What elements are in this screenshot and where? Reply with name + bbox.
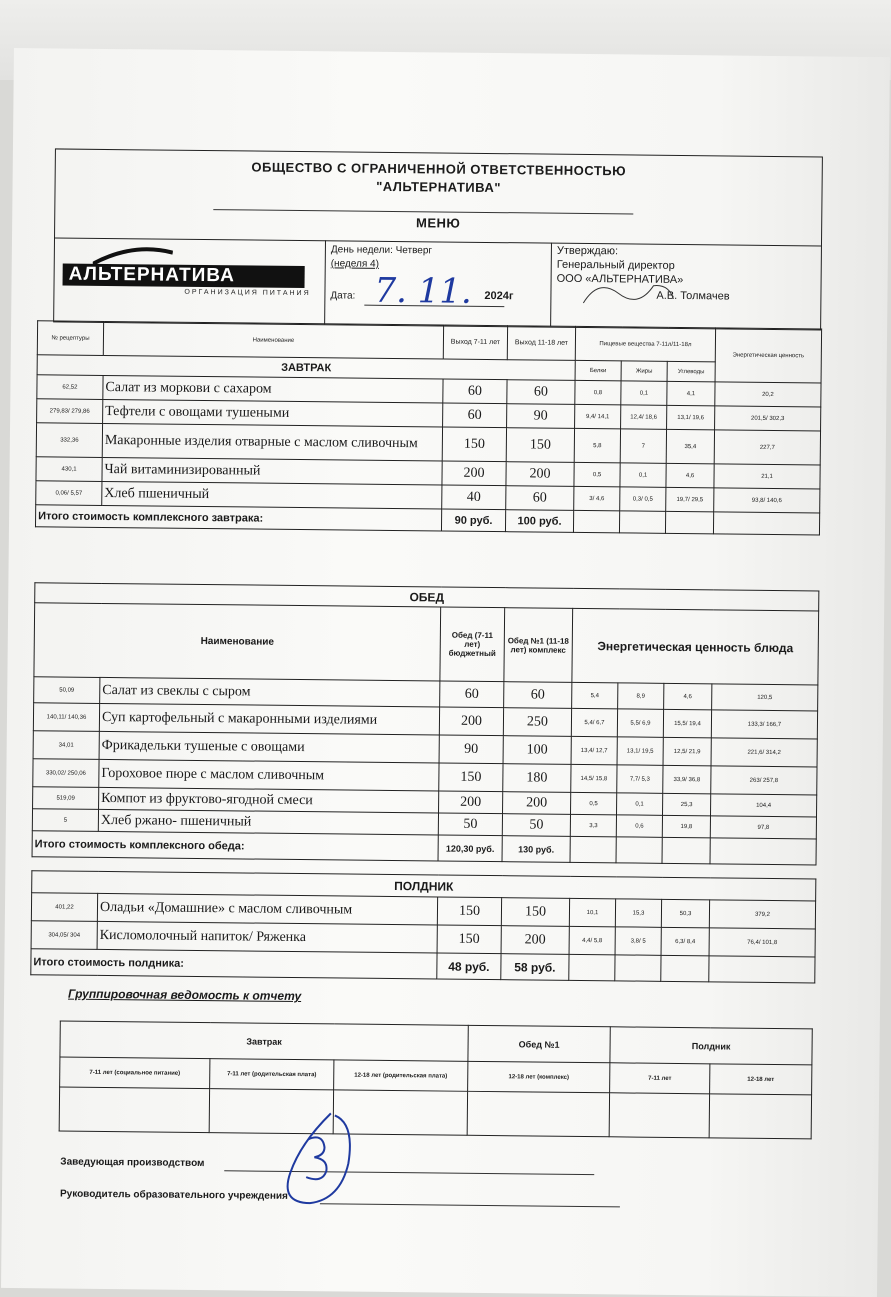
org-name-line1: ОБЩЕСТВО С ОГРАНИЧЕННОЙ ОТВЕТСТВЕННОСТЬЮ (251, 159, 627, 179)
header-nutrients: Пищевые вещества 7-11л/11-18л (575, 326, 715, 361)
snack-table (30, 870, 816, 983)
protein: 3,3 (570, 814, 616, 836)
grouping-empty-row (59, 1087, 811, 1139)
protein: 14,5/ 15,8 (571, 764, 617, 792)
fat: 0,3/ 0,5 (620, 487, 666, 511)
output-b: 90 (507, 404, 575, 429)
output-b: 150 (506, 428, 574, 463)
fat: 3,8/ 5 (615, 927, 661, 955)
dish-name: Хлеб пшеничный (102, 481, 442, 509)
approve-label: Утверждаю: (556, 244, 619, 258)
lunch-header-name: Наименование (34, 603, 441, 681)
carbs: 12,5/ 21,9 (663, 737, 711, 766)
fat: 0,1 (620, 463, 666, 487)
fat: 8,9 (618, 683, 664, 709)
energy: 93,8/ 140,6 (714, 488, 820, 513)
protein: 3/ 4,6 (574, 486, 620, 510)
total-price-1: 90 руб. (441, 509, 505, 532)
energy: 133,3/ 166,7 (711, 710, 817, 739)
date-handwritten: 7. 11. (374, 270, 473, 312)
output-b: 100 (503, 736, 571, 765)
energy: 227,7 (714, 430, 820, 465)
protein: 5,8 (574, 428, 620, 462)
grouping-sub-6: 12-18 лет (710, 1064, 812, 1095)
lunch-table (32, 582, 820, 865)
protein: 0,5 (574, 462, 620, 486)
grouping-sub-4: 12-18 лет (комплекс) (468, 1061, 610, 1092)
grouping-sub-5: 7-11 лет (610, 1063, 710, 1094)
output-b: 60 (507, 380, 575, 405)
section-snack: ПОЛДНИК (32, 871, 816, 901)
menu-document (1, 48, 890, 1297)
energy: 104,4 (710, 794, 816, 817)
energy: 21,1 (714, 464, 820, 489)
protein: 0,5 (571, 792, 617, 814)
dish-name: Салат из свеклы с сыром (100, 677, 440, 707)
recipe-no: 0,06/ 5,57 (36, 481, 102, 506)
energy: 201,5/ 302,3 (715, 406, 821, 431)
director-signature-icon (578, 273, 678, 314)
header-output-1: Выход 7-11 лет (443, 325, 507, 360)
protein: 13,4/ 12,7 (571, 736, 617, 764)
output-a: 150 (442, 427, 506, 462)
section-lunch: ОБЕД (35, 583, 819, 611)
fat: 0,6 (616, 815, 662, 837)
fat: 7,7/ 5,3 (617, 765, 663, 793)
fat: 0,1 (621, 381, 667, 405)
header-recipe: № рецептуры (37, 321, 103, 356)
output-a: 200 (439, 791, 503, 814)
carbs: 4,1 (667, 381, 715, 406)
recipe-no: 519,09 (33, 787, 99, 810)
fat: 12,4/ 18,6 (621, 405, 667, 429)
recipe-no: 140,11/ 140,36 (33, 703, 99, 732)
fat: 15,3 (615, 899, 661, 927)
carbs: 4,6 (666, 463, 714, 488)
grouping-title: Группировочная ведомость к отчету (68, 986, 302, 1004)
grouping-table (59, 1021, 813, 1140)
dish-name: Суп картофельный с макаронными изделиями (99, 703, 439, 735)
total-price-1: 48 руб. (437, 953, 501, 980)
breakfast-table (35, 320, 822, 535)
total-price-2: 58 руб. (501, 954, 569, 981)
output-a: 200 (439, 707, 503, 736)
director-name: А.В. Толмачев (656, 289, 730, 303)
recipe-no: 304,05/ 304 (31, 921, 97, 950)
energy: 221,6/ 314,2 (711, 738, 817, 767)
fat: 5,5/ 6,9 (617, 709, 663, 737)
output-a: 60 (440, 681, 504, 708)
header-output-2: Выход 11-18 лет (507, 326, 575, 361)
recipe-no: 5 (32, 809, 98, 832)
logo-subtitle: ОРГАНИЗАЦИЯ ПИТАНИЯ (184, 288, 311, 298)
dish-name: Компот из фруктово-ягодной смеси (99, 787, 439, 813)
header-fat: Жиры (621, 361, 667, 381)
output-b: 250 (503, 708, 571, 737)
carbs: 13,1/ 19,6 (667, 405, 715, 430)
protein: 5,4/ 6,7 (571, 708, 617, 736)
total-price-1: 120,30 руб. (438, 835, 502, 862)
approve-position: Генеральный директор (556, 258, 675, 272)
output-b: 180 (503, 764, 571, 793)
carbs: 19,7/ 29,5 (666, 487, 714, 512)
recipe-no: 279,83/ 279,86 (37, 399, 103, 424)
dish-name: Гороховое пюре с маслом сливочным (99, 759, 439, 791)
recipe-no: 62,52 (37, 375, 103, 400)
total-label: Итого стоимость комплексного обеда: (32, 831, 438, 861)
carbs: 25,3 (663, 793, 711, 816)
energy: 379,2 (709, 900, 815, 929)
energy: 120,5 (712, 684, 818, 711)
logo-swoosh-icon (93, 246, 173, 267)
total-price-2: 130 руб. (502, 836, 570, 863)
menu-title: МЕНЮ (415, 215, 461, 231)
dish-name: Хлеб ржано- пшеничный (98, 809, 438, 835)
grouping-header-lunch: Обед №1 (468, 1025, 610, 1062)
output-a: 40 (442, 485, 506, 510)
year-label: 2024г (484, 289, 514, 303)
energy: 20,2 (715, 382, 821, 407)
grouping-sub-2: 7-11 лет (родительская плата) (210, 1059, 334, 1090)
dish-name: Кисломолочный напиток/ Ряженка (97, 921, 437, 953)
output-a: 60 (443, 403, 507, 428)
carbs: 35,4 (666, 429, 714, 464)
lunch-header-energy: Энергетическая ценность блюда (572, 608, 819, 685)
recipe-no: 50,09 (34, 677, 100, 704)
dish-name: Фрикадельки тушеные с овощами (99, 731, 439, 763)
approval-cell (550, 243, 821, 330)
fat: 0,1 (617, 793, 663, 815)
sign-director-label: Руководитель образовательного учреждения (59, 1188, 288, 1202)
total-label: Итого стоимость полдника: (31, 949, 437, 979)
org-name-line2: "АЛЬТЕРНАТИВА" (376, 178, 502, 196)
output-b: 200 (506, 462, 574, 487)
output-b: 200 (503, 792, 571, 815)
logo-cell (54, 237, 326, 324)
sign-production-label: Заведующая производством (60, 1156, 205, 1170)
header-block (53, 148, 823, 330)
handwritten-signature-icon (270, 1103, 361, 1214)
output-b: 50 (502, 814, 570, 837)
output-a: 150 (437, 925, 501, 954)
fat: 13,1/ 19,5 (617, 737, 663, 765)
protein: 5,4 (572, 682, 618, 708)
total-price-2: 100 руб. (505, 510, 573, 533)
output-a: 200 (442, 461, 506, 486)
carbs: 6,3/ 8,4 (661, 927, 709, 956)
output-a: 90 (439, 735, 503, 764)
total-label: Итого стоимость комплексного завтрака: (35, 505, 441, 531)
protein: 0,8 (575, 380, 621, 404)
output-a: 150 (439, 763, 503, 792)
grouping-header-snack: Полдник (610, 1027, 812, 1065)
week-label: (неделя 4) (330, 258, 379, 270)
output-b: 150 (501, 898, 569, 927)
header-name: Наименование (103, 321, 443, 359)
recipe-no: 332,36 (36, 423, 102, 458)
carbs: 4,6 (664, 683, 712, 710)
dish-name: Тефтели с овощами тушеными (103, 399, 443, 427)
carbs: 15,5/ 19,4 (663, 709, 711, 738)
protein: 10,1 (569, 898, 615, 926)
output-a: 50 (438, 813, 502, 836)
fat: 7 (620, 429, 666, 463)
carbs: 19,8 (662, 815, 710, 838)
dish-name: Салат из моркови с сахаром (103, 375, 443, 403)
company-logo: АЛЬТЕРНАТИВА (63, 264, 305, 289)
header-carbs: Углеводы (667, 361, 715, 382)
grouping-header-breakfast: Завтрак (60, 1021, 468, 1061)
recipe-no: 401,22 (31, 893, 97, 922)
header-protein: Белки (575, 360, 621, 380)
recipe-no: 34,01 (33, 731, 99, 760)
approve-company: ООО «АЛЬТЕРНАТИВА» (556, 272, 684, 287)
energy: 263/ 257,8 (711, 766, 817, 795)
energy: 97,8 (710, 816, 816, 839)
date-cell (324, 240, 552, 326)
carbs: 33,9/ 36,8 (663, 765, 711, 794)
sign-line-2 (320, 1203, 620, 1207)
energy: 76,4/ 101,8 (709, 928, 815, 957)
dish-name: Чай витаминизированный (102, 457, 442, 485)
lunch-header-a: Обед (7-11 лет) бюджетный (440, 607, 505, 682)
protein: 9,4/ 14,1 (575, 404, 621, 428)
output-a: 150 (437, 897, 501, 926)
output-b: 60 (506, 486, 574, 511)
grouping-sub-3: 12-18 лет (родительская плата) (334, 1060, 468, 1091)
section-breakfast: ЗАВТРАК (37, 355, 575, 381)
grouping-sub-1: 7-11 лет (социальное питание) (60, 1057, 210, 1089)
output-b: 200 (501, 926, 569, 955)
protein: 4,4/ 5,8 (569, 926, 615, 954)
lunch-header-b: Обед №1 (11-18 лет) комплекс (504, 608, 573, 683)
recipe-no: 430,1 (36, 457, 102, 482)
dish-name: Оладьи «Домашние» с маслом сливочным (97, 893, 437, 925)
output-b: 60 (504, 682, 572, 709)
recipe-no: 330,02/ 250,06 (33, 759, 99, 788)
carbs: 50,3 (661, 899, 709, 928)
day-label: День недели: Четверг (330, 244, 433, 257)
header-energy: Энергетическая ценность (715, 328, 822, 383)
date-label: Дата: (330, 290, 356, 302)
output-a: 60 (443, 379, 507, 404)
dish-name: Макаронные изделия отварные с маслом сливочным (102, 423, 442, 461)
